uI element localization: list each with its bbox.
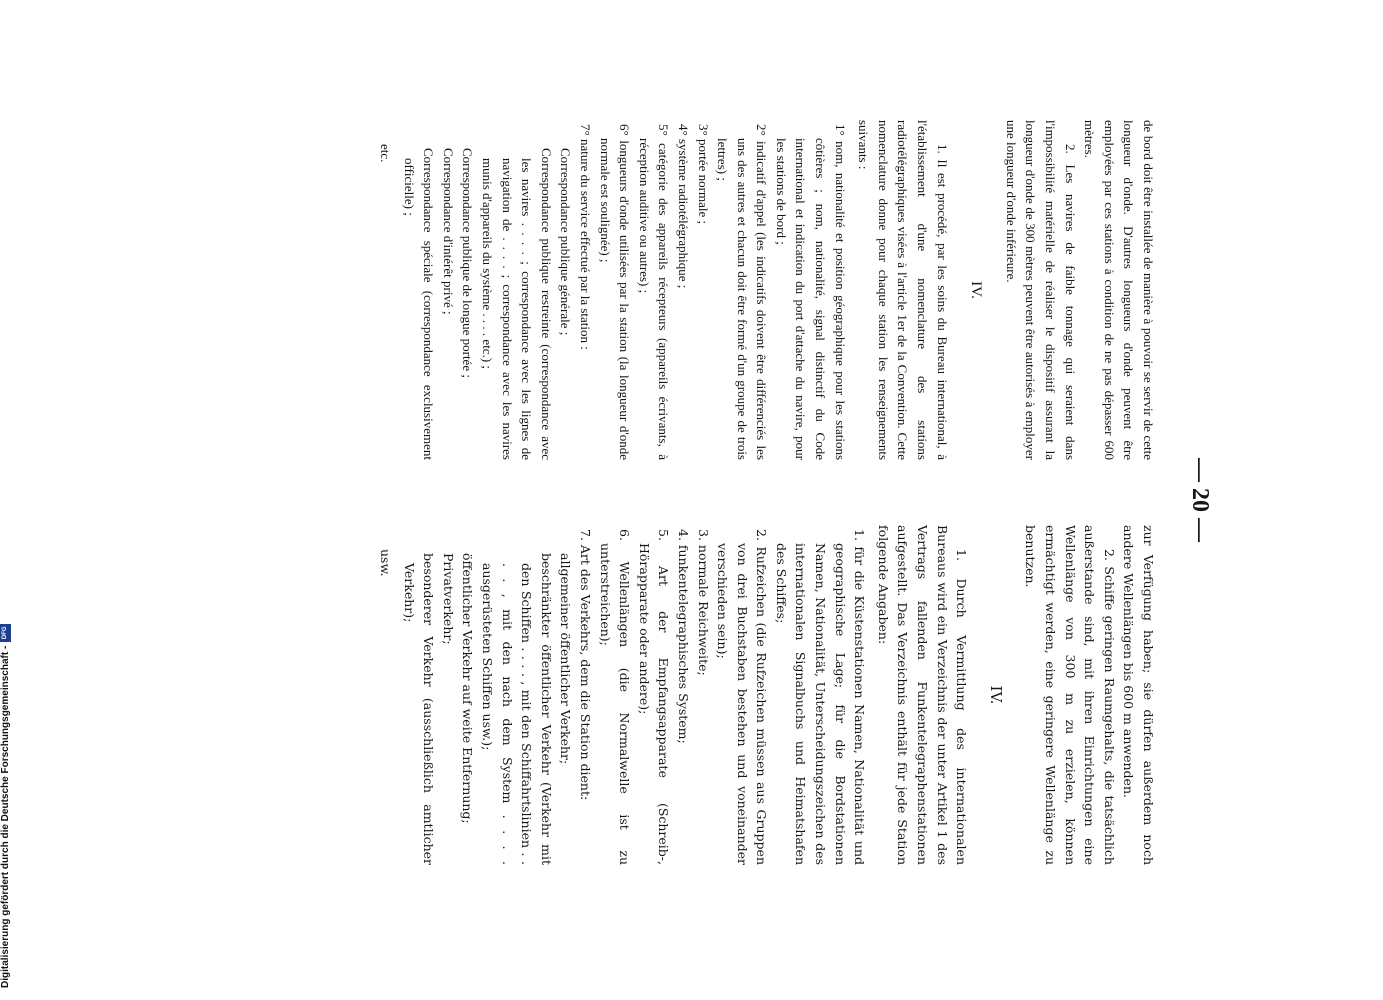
french-list-item: 1° nom, nationalité et position géographique pour les stations côtières ; nom, nationalité, signal distinctif du Code international et indication du port d'attache du navire, pour les stations de bord ;	[773, 124, 848, 460]
french-list-item: 7° nature du service effectué par la station :	[577, 124, 593, 350]
french-column	[375, 120, 1158, 460]
french-section-heading: IV.	[968, 281, 985, 299]
french-list-item: 5° catégorie des appareils récepteurs (appareils écrivants, à réception auditive ou autres) ;	[636, 124, 672, 460]
german-paragraph: zur Verfügung haben; sie dürfen außerdem noch andere Wellenlängen bis 600 m anwenden.	[1121, 525, 1156, 865]
german-sub-item: öffentlicher Verkehr auf weite Entfernung;	[460, 553, 476, 824]
german-etc: usw.	[378, 549, 394, 577]
german-paragraph: 2. Schiffe geringen Raumgehalts, die tatsächlich außerstande sind, mit ihren Einrichtungen eine Wellenlänge von 300 m zu erzielen, können ermächtigt werden, eine geringere Wellenlänge zu benutzen.	[1023, 525, 1117, 865]
german-list-item: 4. funkentelegraphisches System;	[675, 529, 691, 744]
german-column	[375, 525, 1158, 865]
german-sub-item: allgemeiner öffentlicher Verkehr;	[558, 553, 574, 765]
german-sub-item: besonderer Verkehr (ausschließlich amtlicher Verkehr);	[401, 553, 437, 865]
french-list-item: 2° indicatif d'appel (les indicatifs doivent être différenciés les uns des autres et chacun doit être formé d'un groupe de trois lettres) ;	[715, 124, 770, 460]
german-list-item: 5. Art der Empfangsapparate (Schreib-, Hörapparate oder andere);	[636, 529, 672, 865]
french-list-item: 6° longueurs d'onde utilisées par la station (la longueur d'onde normale est soulignée) ;	[597, 124, 633, 460]
page-number: — 20 —	[1187, 458, 1213, 542]
german-sub-item: Privatverkehr;	[440, 553, 456, 645]
french-intro: 1. Il est procédé, par les soins du Bureau international, à l'établissement d'une nomenclature des stations radiotélégraphiques visées à l'article 1er de la Convention. Cette nomenclature donne pour chaque station les renseignements suivants :	[856, 120, 950, 460]
german-list-item: 3. normale Reichweite;	[695, 529, 711, 676]
german-sub-item: beschränkter öffentlicher Verkehr (Verkehr mit den Schiffen . . . . , mit den Schiffahrtslinien . . . . , mit den nach dem System . . . . ausgerüsteten Schiffen usw.);	[480, 553, 554, 865]
french-sub-item: Correspondance spéciale (correspondance exclusivement officielle) ;	[401, 148, 437, 460]
french-list-item: 4° système radiotélégraphique ;	[675, 124, 691, 289]
german-list-item: 7. Art des Verkehrs, dem die Station dient:	[577, 529, 593, 801]
french-sub-item: Correspondance publique restreinte (correspondance avec les navires . . . . ; correspondance avec les lignes de navigation de . . . . ; correspondance avec les navires munis d'appareils du système . . . . etc.) ;	[480, 148, 554, 460]
german-list-item: 6. Wellenlängen (die Normalwelle ist zu unterstreichen);	[597, 529, 633, 865]
german-list-item: 1. für die Küstenstationen Namen, Nationalität und geographische Lage; für die Bordstationen Namen, Nationalität, Unterscheidungszeichen des internationalen Signalbuchs und Heimatshafen des Schiffes;	[773, 529, 868, 865]
german-section-heading: IV.	[986, 685, 1005, 705]
german-intro: 1. Durch Vermittlung des internationalen Bureaus wird ein Verzeichnis der unter Artikel 1 des Vertrags fallenden Funkentelegraphenstationen aufgestellt. Das Verzeichnis enthält für jede Station folgende Angaben:	[875, 525, 970, 865]
digitization-note	[0, 624, 11, 988]
digitization-text: Digitalisierung gefördert durch die Deutsche Forschungsgemeinschaft -	[0, 645, 11, 988]
french-sub-item: Correspondance publique générale ;	[558, 148, 574, 336]
french-paragraph: 2. Les navires de faible tonnage qui seraient dans l'impossibilité matérielle de réaliser le dispositif assurant la longueur d'onde de 300 mètres peuvent être autorisés à employer une longueur d'onde inférieure.	[1003, 120, 1078, 460]
french-sub-item: Correspondance publique de longue portée ;	[460, 148, 476, 378]
dfg-logo: DFG	[0, 624, 11, 642]
french-sub-item: Correspondance d'intérêt privé ;	[440, 148, 456, 315]
french-list-item: 3° portée normale ;	[695, 124, 711, 225]
french-etc: etc.	[378, 144, 394, 163]
french-paragraph: de bord doit être installée de manière à pouvoir se servir de cette longueur d'onde. D'autres longueurs d'onde peuvent être employées par ces stations à condition de ne pas dépasser 600 mètres.	[1082, 120, 1156, 460]
german-list-item: 2. Rufzeichen (die Rufzeichen müssen aus Gruppen von drei Buchstaben bestehen und voneinander verschieden sein);	[715, 529, 770, 865]
